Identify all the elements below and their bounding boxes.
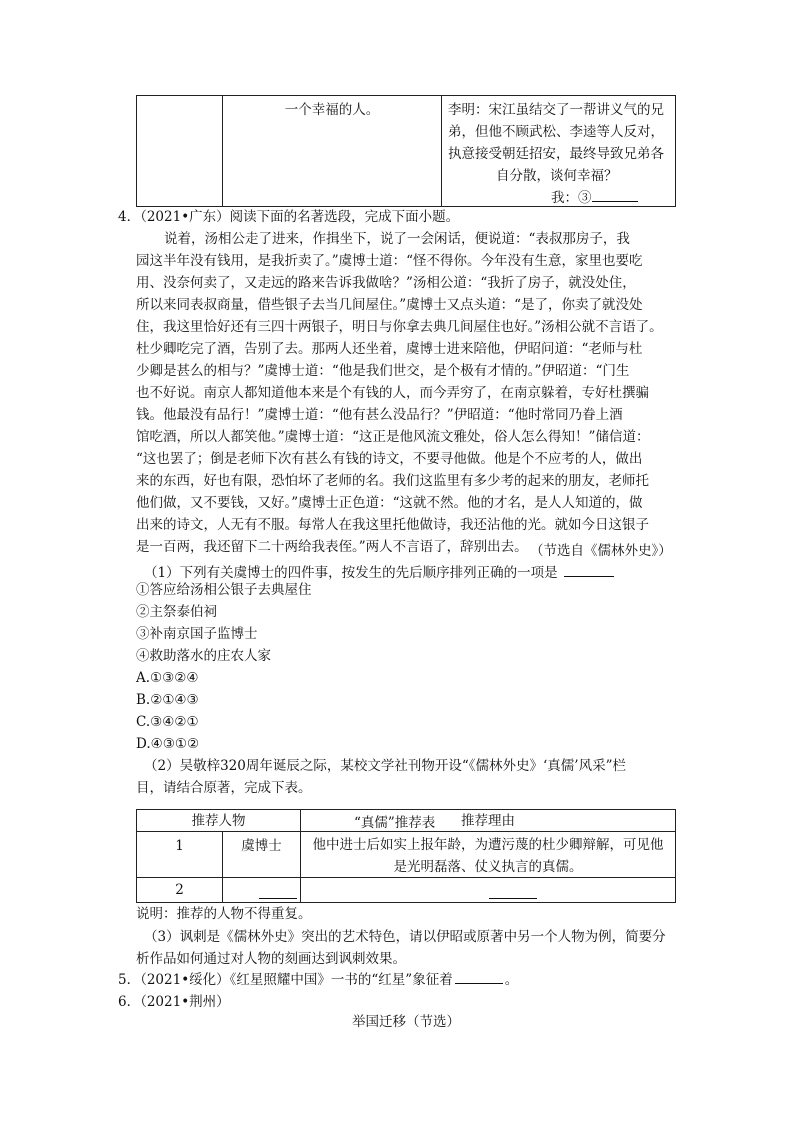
passage-line-15: 是一百两，我还留下二十两给我表侄。”两人不言语了，辞别出去。 — [136, 539, 528, 555]
row1-reason-line-1: 他中进士后如实上报年龄，为遭污蔑的杜少卿辩解，可见他 — [312, 837, 664, 853]
passage-line-4: 所以来同表叔商量，借些银子去当几间屋住。”虞博士又点头道：“是了，你卖了就没处 — [136, 297, 643, 313]
sub3-line-1: （3）讽刺是《儒林外史》突出的艺术特色，请以伊昭或原著中另一个人物为例，简要分 — [144, 929, 666, 945]
passage-line-9: 钱。他最没有品行！”虞博士道：“他有甚么没品行？”伊昭道：“他时常同乃眷上酒 — [136, 407, 623, 423]
row1-person — [222, 831, 301, 878]
top-table-right-line-1: 李明：宋江虽结交了一帮讲义气的兄 — [448, 102, 664, 118]
sub1-item-3: ③补南京国子监博士 — [136, 626, 258, 642]
recommend-table-title: “真儒”推荐表 — [354, 815, 436, 831]
q5-text: 5．（2021•绥化）《红星照耀中国》一书的“红星”象征着 — [118, 972, 453, 988]
passage-line-12: 来的东西，好也有限，恐怕坏了老师的名。我们这监里有多少考的起来的朋友，老师托 — [136, 473, 649, 489]
top-table-me-line — [448, 187, 675, 209]
q5 — [118, 969, 518, 991]
sub3-line-2: 析作品如何通过对人物的刻画达到讽刺效果。 — [136, 951, 406, 967]
passage-line-2: 园这半年没有钱用，是我折卖了。”虞博士道：“怪不得你。今年没有生意，家里也要吃 — [136, 253, 643, 269]
sub1-item-4: ④救助落水的庄农人家 — [136, 648, 271, 664]
row2-num-text: 2 — [175, 882, 184, 898]
row1-num-text: 1 — [175, 838, 184, 854]
row1-person-text: 虞博士 — [241, 838, 282, 854]
passage-line-10: 馆吃酒，所以人都笑他。”虞博士道：“这正是他风流文雅处，俗人怎么得知！”储信道： — [136, 429, 650, 445]
q4-passage — [136, 228, 676, 558]
top-table-right-line-2: 弟，但他不顾武松、李逵等人反对， — [448, 124, 664, 140]
top-table-right-line-4: 自分散，谈何幸福？ — [496, 168, 618, 184]
top-table-middle-text: 一个幸福的人。 — [284, 102, 380, 118]
passage-line-5: 住，我这里恰好还有三四十两银子，明日与你拿去典几间屋住也好。”汤相公就不言语了。 — [136, 319, 663, 335]
top-table-right-line-3: 执意接受朝廷招安，最终导致兄弟各 — [448, 146, 664, 162]
th-person — [136, 809, 301, 832]
sub2-line-1: （2）吴敬梓320周年诞辰之际，某校文学社刊物开设“《儒林外史》‘真儒’风采”栏 — [144, 758, 626, 774]
sub2-line-2: 目，请结合原著，完成下表。 — [136, 780, 312, 796]
passage-line-6: 杜少卿吃完了酒，告别了去。那两人还坐着，虞博士进来陪他，伊昭问道：“老师与杜 — [136, 341, 643, 357]
passage-line-11: “这也罢了；倒是老师下次有甚么有钱的诗文，不要寻他做。他是个不应考的人，做出 — [136, 451, 643, 467]
th-person-text: 推荐人物 — [191, 813, 246, 829]
row2-reason-blank[interactable] — [489, 884, 537, 899]
row2-person — [222, 877, 301, 903]
th-reason — [300, 809, 676, 832]
top-table-cell-right — [441, 95, 676, 207]
sub1-item-1: ①答应给汤相公银子去典屋住 — [136, 582, 312, 598]
row1-reason-line-2: 是光明磊落、仗义执言的真儒。 — [393, 859, 583, 875]
me-label: 我：③ — [551, 190, 592, 206]
answer-blank-3[interactable] — [592, 187, 638, 202]
passage-line-8: 也不好说。南京人都知道他本来是个有钱的人，而今弄穷了，在南京躲着，专好杜撰骗 — [136, 385, 649, 401]
top-table-cell-left — [136, 95, 223, 207]
q4-header: 4．（2021•广东）阅读下面的名著选段，完成下面小题。 — [118, 209, 460, 225]
passage-line-1: 说着，汤相公走了进来，作揖坐下，说了一会闲话，便说道：“表叔那房子，我 — [164, 231, 630, 247]
row2-reason — [300, 877, 676, 903]
sub1-item-2: ②主祭泰伯祠 — [136, 604, 217, 620]
row2-person-blank[interactable] — [259, 884, 297, 899]
sub1-option-a[interactable]: A.①③②④ — [136, 670, 199, 686]
th-reason-text: 推荐理由 — [461, 813, 515, 829]
passage-line-14: 出来的诗文，人无有不服。每常人在我这里托他做诗，我还沾他的光。就如今日这银子 — [136, 517, 649, 533]
passage-line-7: 少卿是甚么的相与？”虞博士道：“他是我们世交，是个极有才情的。”伊昭道：“门生 — [136, 363, 630, 379]
q5-end: 。 — [504, 972, 519, 988]
sub1-option-c[interactable]: C.③④②① — [136, 714, 199, 730]
sub1-stem-text: （1）下列有关虞博士的四件事，按发生的先后顺序排列正确的一项是 — [144, 565, 558, 581]
q6-header: 6．（2021•荆州） — [118, 994, 230, 1010]
sub1-option-d[interactable]: D.④③①② — [136, 736, 200, 752]
q6-title: 举国迁移（节选） — [352, 1014, 460, 1030]
passage-line-3: 用、没奈何卖了，又走远的路来告诉我做啥？”汤相公道：“我折了房子，就没处住， — [136, 275, 636, 291]
table-note: 说明：推荐的人物不得重复。 — [136, 906, 312, 922]
row1-num — [136, 831, 223, 878]
sub1-option-b[interactable]: B.②①④③ — [136, 692, 199, 708]
sub1-items — [136, 579, 312, 755]
answer-blank-sub1[interactable] — [564, 562, 614, 577]
passage-source: （节选自《儒林外史》） — [530, 543, 672, 559]
row2-num — [136, 877, 223, 903]
row1-reason — [300, 831, 676, 878]
passage-line-13: 他们做，又不要钱，又好。”虞博士正色道：“这就不然。他的才名，是人人知道的，做 — [136, 495, 643, 511]
answer-blank-q5[interactable] — [455, 969, 503, 984]
top-table-cell-middle — [222, 95, 442, 207]
